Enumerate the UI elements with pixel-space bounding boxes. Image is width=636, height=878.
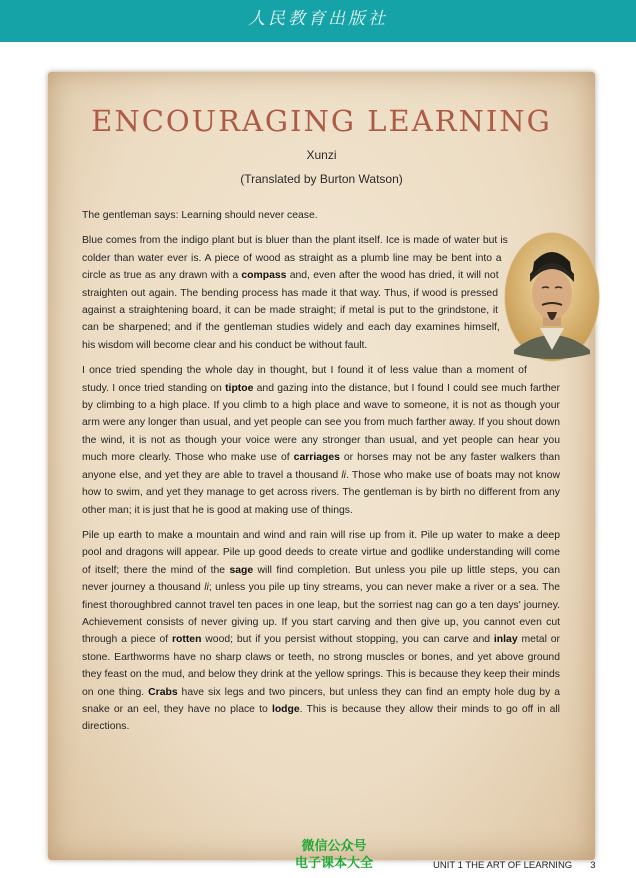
watermark-line-2: 电子课本大全 [294,856,373,871]
keyword-compass: compass [241,270,287,282]
keyword-tiptoe: tiptoe [225,382,254,394]
keyword-inlay: inlay [493,634,518,646]
p3-text-a: I once tried spending the whole day in thought, but I found it of less value than a moment of study. I once tried standing on [82,365,527,394]
p2-text-a: Blue comes from the indigo plant but is bluer than the plant itself. Ice is made of water but is colder than water ever is. A piece of wood as straight as a plumb line may be bent into a circle as true as any drawn with a [82,235,508,282]
term-li: li [341,469,346,481]
page-footer [433,860,596,871]
p4-text-a: Pile up earth to make a mountain and wind and rain will rise up from it. Pile up water to make a deep pool and dragons will appear. Pile up good deeds to create virtue and godlike understanding will come of itself; there the mind of the [82,529,560,576]
keyword-sage: sage [229,564,254,576]
keyword-rotten: rotten [172,634,202,646]
paragraph-3 [82,362,560,519]
p4-text-k: have six legs and two pincers, but unless they can find an empty hole dug by a snake or an eel, they have no place to [82,686,560,715]
article-author: Xunzi [306,148,337,162]
p4-text-i: metal or stone. Earthworms have no sharp claws or teeth, no strong muscles or bones, and yet above ground they feast on the mud, and below they drink at the yellow springs. This is because they keep their minds on one thing. [82,634,560,698]
page-number: 3 [590,860,596,871]
p4-text-m: . This is because they allow their minds to go off in all directions. [82,703,560,733]
publisher-logo: 人民教育出版社 [248,9,388,29]
p4-text-c: will find completion. But unless you pile up little steps, you can never journey a thousand [82,564,560,594]
p2-text-c: and, even after the wood has dried, it will not straighten out again. The bending process has made it that way. Thus, if wood is pressed against a straightening board, it can be made straight; if metal is put to the grindstone, it can be sharpened; and if the gentleman studies widely and each day examines himself, his wisdom will become clear and his conduct be without fault. [82,270,500,351]
paragraph-4 [82,527,560,736]
p3-text-c: and gazing into the distance, but I found I could see much farther by climbing to a high place. If you climb to a high place and wave to someone, it is not as though your arm were any longer than usual, and yet people can see you from much farther away. If you shout down the wind, it is not as though your voice were any stronger than usual, and yet people can hear you much more clearly. Those who make use of [82,382,560,464]
wechat-watermark [264,838,404,872]
p4-text-g: wood; but if you persist without stopping, you can carve and [201,634,494,646]
paragraph-2 [82,232,560,354]
article-translator: (Translated by Burton Watson) [240,172,403,186]
p4-text-e: ; unless you pile up tiny streams, you can never make a river or a sea. The finest thoroughbred cannot travel ten paces in one leap, but the sorriest nag can go a ten days' journey. Achievement consists of never giving up. If you start carving and then give up, you cannot even cut through a piece of [82,582,560,646]
p3-text-g: . Those who make use of boats may not know how to swim, and yet they manage to get across rivers. The gentleman is by birth no different from any other man; it is just that he is good at making use of things. [82,469,561,516]
paragraph-1: The gentleman says: Learning should never cease. [82,210,318,221]
keyword-carriages: carriages [293,452,340,464]
keyword-lodge: lodge [271,703,300,715]
term-li: li [204,582,209,594]
article-body [82,207,560,744]
unit-label: UNIT 1 THE ART OF LEARNING [433,860,573,871]
p3-text-e: or horses may not be any faster walkers than anyone else, and yet they are able to travel a thousand [82,452,560,481]
keyword-crabs: Crabs [148,686,178,698]
article-title: ENCOURAGING LEARNING [91,104,552,138]
xunzi-portrait-icon [504,232,600,362]
watermark-line-1: 微信公众号 [301,839,367,854]
